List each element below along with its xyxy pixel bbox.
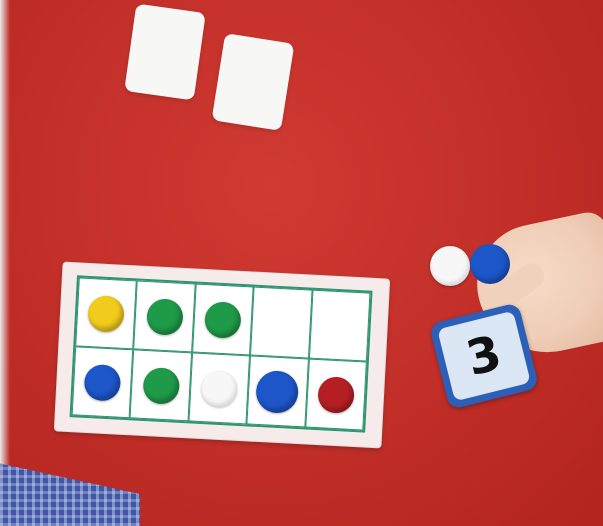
counter <box>255 369 299 413</box>
ten-frame-cell <box>192 284 254 356</box>
counter <box>87 294 125 332</box>
ten-frame-cell <box>130 349 192 421</box>
blank-card-left <box>124 4 206 101</box>
ten-frame-cell <box>309 290 371 362</box>
ten-frame-cell <box>250 287 312 359</box>
ten-frame-cell <box>305 359 367 431</box>
ten-frame-cell <box>75 277 137 349</box>
counter <box>146 298 184 336</box>
ten-frame-cell <box>72 346 134 418</box>
blank-card-right <box>212 33 295 131</box>
counter <box>200 369 238 407</box>
number-card-face <box>437 311 531 402</box>
counter <box>317 376 355 414</box>
ten-frame-grid <box>70 275 373 432</box>
number-card-digit: 3 <box>461 324 507 388</box>
counter <box>84 363 122 401</box>
loose-white-counter <box>430 246 470 286</box>
counter <box>142 366 180 404</box>
board-edge <box>0 0 10 526</box>
counter <box>204 301 242 339</box>
ten-frame-cell <box>247 355 309 427</box>
ten-frame-cell <box>188 352 250 424</box>
ten-frame-cell <box>134 280 196 352</box>
ten-frame-sleeve <box>54 262 390 449</box>
